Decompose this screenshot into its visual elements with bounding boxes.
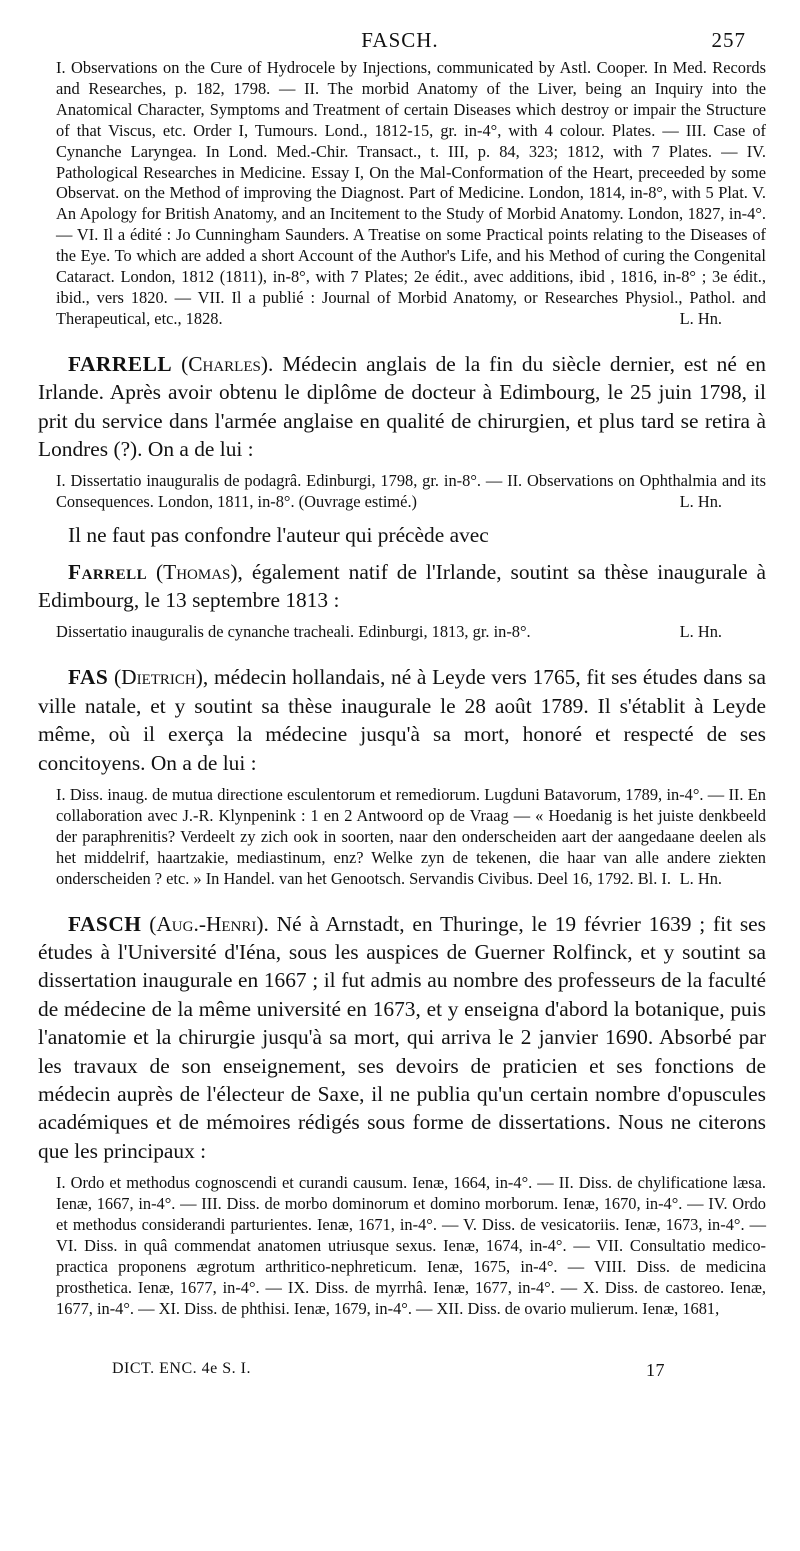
entry-hooper-continued [34,58,766,330]
entry-farrell-charles [34,350,766,513]
entry-biography: Farrell (Thomas), également natif de l'Irlande, soutint sa thèse inaugurale à Edimbourg, le 13 septembre 1813 : [38,559,766,613]
signature: L. Hn. [679,868,722,888]
signature: L. Hn. [679,308,722,328]
entry-surname: Farrell [68,559,148,584]
signature: L. Hn. [679,492,722,512]
entry-given-name: (Charles). [181,351,274,376]
running-title: FASCH. [361,28,439,52]
entry-surname: FASCH [68,911,142,936]
entry-biography: FASCH (Aug.-Henri). Né à Arnstadt, en Thuringe, le 19 février 1639 ; fit ses études à l'Université d'Iéna, sous les auspices de Guerner Rolfinck, et y soutint sa dissertation inaugurale en 1667 ; il fut admis au nombre des professeurs de la faculté de médecine de la même université en 1673, et y enseigna d'abord la botanique, puis l'anatomie et la chirurgie jusqu'à sa mort, qui arriva le 2 janvier 1690. Absorbé par les travaux de son enseignement, ses devoirs de praticien et ses fonctions de médecin auprès de l'électeur de Saxe, il ne publia qu'un certain nombre d'opuscules académiques et de mémoires rédigés sous forme de dissertations. Nous ne citerons que les principaux : [38,911,766,1163]
entry-surname: FAS [68,665,109,690]
entry-biography: FAS (Dietrich), médecin hollandais, né à Leyde vers 1765, fit ses études dans sa ville natale, et y soutint sa thèse inaugurale le 28 août 1789. Il s'établit à Leyde même, où il exerça la médecine jusqu'à sa mort, honoré et respecté de ses concitoyens. On a de lui : [38,665,766,775]
entry-biography: FARRELL (Charles). Médecin anglais de la fin du siècle dernier, est né en Irlande. Après avoir obtenu le diplôme de docteur à Edimbourg, le 25 juin 1798, il prit du service dans l'armée anglaise en qualité de chirurgien, et plus tard se retira à Londres (?). On a de lui : [38,351,766,461]
works-list: I. Dissertatio inauguralis de podagrâ. Edinburgi, 1798, gr. in-8°. — II. Observations on Ophthalmia and its Consequences. London, 1811, in-8°. (Ouvrage estimé.) L. Hn. [56,471,766,512]
running-header [34,28,766,58]
works-list: Dissertatio inauguralis de cynanche tracheali. Edinburgi, 1813, gr. in-8°. L. Hn. [56,622,722,642]
cross-reference-note: Il ne faut pas confondre l'auteur qui précède avec [68,523,489,548]
entry-fas [34,663,766,889]
page-number: 257 [711,28,746,52]
entry-given-name: (Aug.-Henri). [149,911,269,936]
entry-given-name: (Dietrich), [114,665,209,690]
footer-label: DICT. ENC. 4e S. I. [112,1360,251,1377]
entry-farrell-thomas [34,558,766,644]
signature: L. Hn. [679,622,722,642]
sheet-number: 17 [646,1360,665,1380]
works-list: I. Observations on the Cure of Hydrocele by Injections, communicated by Astl. Cooper. In Med. Records and Researches, p. 182, 1798. — II. The morbid Anatomy of the Liver, being an Inquiry into the Anatomical Character, Symptoms and Treatment of certain Diseases which destroy or impair the Structure of that Viscus, etc. Order I, Tumours. Lond., 1812-15, gr. in-4°, with 4 colour. Plates. — III. Case of Cynanche Laryngea. In Lond. Med.-Chir. Transact., t. III, p. 84, 323; 1812, with 7 Plates. — IV. Pathological Researches in Medicine. Essay I, On the Mal-Conformation of the Heart, preceeded by some Observat. on the Method of improving the Diagnost. Part of Medicine. London, 1814, in-8°, with 5 Plat. V. An Apology for British Anatomy, and an Incitement to the Study of Morbid Anatomy. London, 1827, in-4°. — VI. Il a édité : Jo Cunningham Saunders. A Treatise on some Practical points relating to the Diseases of the Eye. To which are added a short Account of the Author's Life, and his Method of curing the Congenital Cataract. London, 1812 (1811), in-8°, with 7 Plates; 2e édit., avec additions, ibid , 1816, in-8° ; 3e édit., ibid., vers 1820. — VII. Il a publié : Journal of Morbid Anatomy, or Researches Physiol., Pathol. and Therapeutical, etc., 1828. L. Hn. [56,58,766,328]
works-list: I. Diss. inaug. de mutua directione esculentorum et remediorum. Lugduni Batavorum, 1789, in-4°. — II. En collaboration avec J.-R. Klynpenink : 1 en 2 Antwoord op de Vraag — « Hoedanig is het juiste denkbeeld der paraphrenitis? Verdeelt zy zich ook in soorten, naar den onderscheiden aart der aangedaane deelen als het middelrif, haartzakie, mediastinum, enz? Welke zyn de tekenen, die haar van alle andere ziekten onderscheiden ? etc. » In Handel. van het Genootsch. Servandis Civibus. Deel 16, 1792. Bl. I. L. Hn. [56,784,766,888]
entry-given-name: (Thomas), [156,559,243,584]
works-list: I. Ordo et methodus cognoscendi et curandi causum. Ienæ, 1664, in-4°. — II. Diss. de chylificatione læsa. Ienæ, 1667, in-4°. — III. Diss. de morbo dominorum et domino morborum. Ienæ, 1670, in-4°. — IV. Ordo et methodus considerandi parturientes. Ienæ, 1671, in-4°. — V. Diss. de vesicatoriis. Ienæ, 1673, in-4°. — VI. Diss. in quâ commendat anatomen utriusque sexus. Ienæ, 1674, in-4°. — VII. Consultatio medico-practica proponens ægrotum arthritico-nephreticum. Ienæ, 1675, in-4°. — VIII. Diss. de medicina prosthetica. Ienæ, 1677, in-4°. — IX. Diss. de myrrhâ. Ienæ, 1677, in-4°. — X. Diss. de castoreo. Ienæ, 1677, in-4°. — XI. Diss. de phthisi. Ienæ, 1679, in-4°. — XII. Diss. de ovario mulierum. Ienæ, 1681, [56,1173,766,1318]
signature-mark [112,1360,766,1378]
entry-fasch [34,910,766,1320]
entry-surname: FARRELL [68,351,173,376]
